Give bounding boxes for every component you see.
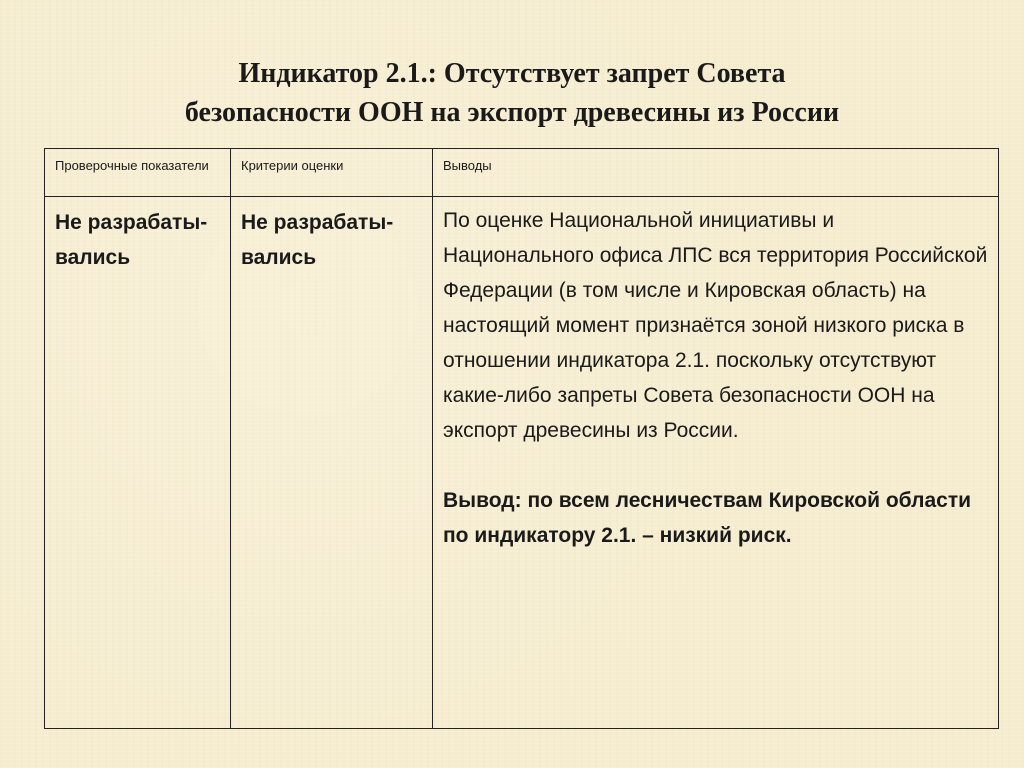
verdict-text: Вывод: по всем лесничествам Кировской области по индикатору 2.1. – низкий риск. — [443, 489, 972, 547]
header-criteria: Критерии оценки — [231, 149, 433, 197]
header-findings: Выводы — [433, 149, 999, 197]
indicators-value: Не разрабаты-вались — [55, 211, 208, 269]
findings-content — [433, 197, 998, 553]
cell-findings — [433, 197, 999, 729]
assessment-table — [44, 148, 999, 729]
table-row — [45, 197, 999, 729]
cell-criteria — [231, 197, 433, 729]
slide-title — [60, 54, 964, 132]
header-indicators: Проверочные показатели — [45, 149, 231, 197]
finding-text: По оценке Национальной инициативы и Национального офиса ЛПС вся территория Российской Федерации (в том числе и Кировская область) на настоящий момент признаётся зоной низкого риска в отношении индикатора 2.1. поскольку отсутствуют какие-либо запреты Совета безопасности ООН на экспорт древесины из России. — [443, 209, 988, 442]
slide-title-line-1: Индикатор 2.1.: Отсутствует запрет Совета — [238, 58, 786, 89]
table-header-row — [45, 149, 999, 197]
slide-title-line-2: безопасности ООН на экспорт древесины из России — [184, 97, 840, 128]
cell-indicators — [45, 197, 231, 729]
criteria-value: Не разрабаты-вались — [241, 211, 394, 269]
